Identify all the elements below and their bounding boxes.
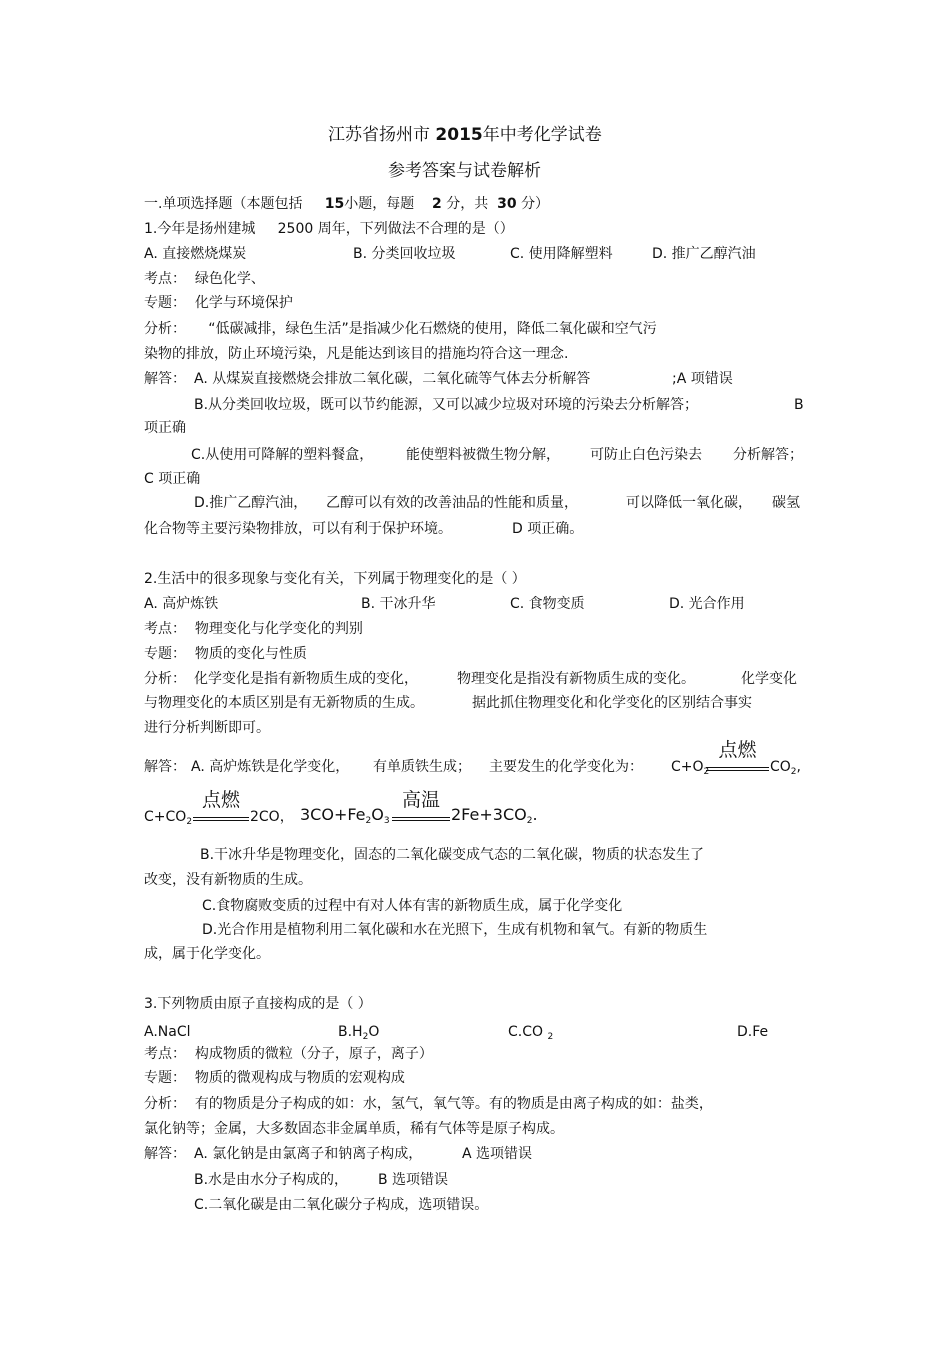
equation-2: $C+CO_2$ xyxy=(144,809,193,827)
q1-option-b: B. 分类回收垃圾 xyxy=(353,246,456,262)
q2-jieda-b-cont: 改变，没有新物质的生成。 xyxy=(144,872,312,888)
equation-1-condition: 点燃 xyxy=(718,739,757,761)
q3-kaodian: 考点： 构成物质的微粒（分子，原子，离子） xyxy=(144,1046,433,1062)
q3-stem: 3.下列物质由原子直接构成的是（ ） xyxy=(144,996,372,1012)
equation-1-arrow xyxy=(706,739,769,777)
q2-option-b: B. 干冰升华 xyxy=(361,596,436,612)
document-page: 江苏省扬州市 2015年中考化学试卷 参考答案与试卷解析 一.单项选择题（本题包括 15小题，每题 2 分，共 30 分） 1.今年是扬州建城 2500 周年，下列做法不合理的是（） A. 直接燃烧煤炭 B. 分类回收垃圾 C. 使用降解塑料 D. 推广乙醇汽油 考点： 绿色化学、 专题： 化学与环境保护 分析： “低碳减排，绿色生活”是指减少化石燃烧的使用，降低二氧化碳和空气污 染物的排放，防止环境污染，凡是能达到该目的措施均符合这一理念. 解答： A. 从煤炭直接燃烧会排放二氧化碳，二氧化硫等气体去分析解答 ;A 项错误 B.从分类回收垃圾，既可以节约能源，又可以减少垃圾对环境的污染去分析解答； B 项正确 C.从使用可降解的塑料餐盒， 能使塑料被微生物分解， 可防止白色污染去 分析解答； C 项正确 D.推广乙醇汽油， 乙醇可以有效的改善油品的性能和质量， 可以降低一氧化碳， 碳氢 化合物等主要污染物排放，可以有利于保护环境。 D 项正确。 2.生活中的很多现象与变化有关，下列属于物理变化的是（ ） A. 高炉炼铁 B. 干冰升华 C. 食物变质 D. 光合作用 考点： 物理变化与化学变化的判别 专题： 物质的变化与性质 分析： 化学变化是指有新物质生成的变化， 物理变化是指没有新物质生成的变化。 化学变化 与物理变化的本质区别是有无新物质的生成。 据此抓住物理变化和化学变化的区别结合事实 进行分析判断即可。 解答： A. 高炉炼铁是化学变化， 有单质铁生成； 主要发生的化学变化为： $C+O_2$ 点燃 $CO_2$, $C+CO_2$ 点燃 2CO， $3CO+Fe_2O_3$ 高温 $2Fe+3CO_2$. B.干冰升华是物理变化，固态的二氧化碳变成气态的二氧化碳，物质的状态发生了 改变，没有新物质的生成。 C.食物腐败变质的过程中有对人体有害的新物质生成，属于化学变化 D.光合作用是植物利用二氧化碳和水在光照下，生成有机物和氧气。有新的物质生 成，属于化学变化。 3.下列物质由原子直接构成的是（ ） A.NaCl $B.H_2O$ C.CO $_2$ D.Fe 考点： 构成物质的微粒（分子，原子，离子） 专题： 物质的微观构成与物质的宏观构成 分析： 有的物质是分子构成的如：水，氢气，氧气等。有的物质是由离子构成的如：盐类， 氯化钠等；金属，大多数固态非金属单质，稀有气体等是原子构成。 解答： A. 氯化钠是由氯离子和钠离子构成， A 选项错误 B.水是由水分子构成的， B 选项错误 C.二氧化碳是由二氧化碳分子构成，选项错误。 xyxy=(144,125,804,1213)
title-year: 2015 xyxy=(435,125,483,145)
q1-kaodian: 考点： 绿色化学、 xyxy=(144,271,265,287)
q1-zhuanti: 专题： 化学与环境保护 xyxy=(144,295,293,311)
q2-jieda-b: B.干冰升华是物理变化，固态的二氧化碳变成气态的二氧化碳，物质的状态发生了 xyxy=(200,847,705,863)
page-title xyxy=(328,126,602,144)
page-subtitle: 参考答案与试卷解析 xyxy=(388,161,541,181)
q2-option-d: D. 光合作用 xyxy=(669,596,745,612)
q1-option-d: D. 推广乙醇汽油 xyxy=(652,246,756,262)
equation-3: $3CO+Fe_2O_3$ xyxy=(300,805,390,826)
q2-stem: 2.生活中的很多现象与变化有关，下列属于物理变化的是（ ） xyxy=(144,571,526,587)
section-heading: 一.单项选择题（本题包括 15小题，每题 2 分，共 30 分） xyxy=(144,196,550,212)
q3-jieda-c: C.二氧化碳是由二氧化碳分子构成，选项错误。 xyxy=(194,1197,489,1213)
q3-zhuanti: 专题： 物质的微观构成与物质的宏观构成 xyxy=(144,1070,405,1086)
title-prefix: 江苏省扬州市 xyxy=(328,125,430,145)
q3-fenxi-cont: 氯化钠等；金属，大多数固态非金属单质，稀有气体等是原子构成。 xyxy=(144,1121,564,1137)
equation-2-arrow xyxy=(193,789,249,827)
q3-fenxi: 分析： 有的物质是分子构成的如：水，氢气，氧气等。有的物质是由离子构成的如：盐类， xyxy=(144,1096,713,1112)
equation-3-product: $2Fe+3CO_2$. xyxy=(451,805,538,826)
q3-option-c: C.CO $_2$ xyxy=(508,1024,554,1042)
q1-fenxi: 分析： “低碳减排，绿色生活”是指减少化石燃烧的使用，降低二氧化碳和空气污 xyxy=(144,321,657,337)
equation-2-condition: 点燃 xyxy=(201,789,240,811)
equation-1: $C+O_2$ xyxy=(671,759,710,777)
q2-zhuanti: 专题： 物质的变化与性质 xyxy=(144,646,307,662)
q2-option-c: C. 食物变质 xyxy=(510,596,585,612)
q2-fenxi-end: 进行分析判断即可。 xyxy=(144,720,270,736)
q1-jieda-c-cont: C 项正确 xyxy=(144,471,201,487)
q1-stem: 1.今年是扬州建城 2500 周年，下列做法不合理的是（） xyxy=(144,221,514,237)
q1-option-c: C. 使用降解塑料 xyxy=(510,246,613,262)
q1-option-a: A. 直接燃烧煤炭 xyxy=(144,246,247,262)
equation-1-product: $CO_2$, xyxy=(770,759,801,777)
q3-option-a: A.NaCl xyxy=(144,1024,191,1040)
q2-option-a: A. 高炉炼铁 xyxy=(144,596,219,612)
q3-option-d: D.Fe xyxy=(737,1024,769,1040)
equation-3-condition: 高温 xyxy=(401,789,440,811)
q2-kaodian: 考点： 物理变化与化学变化的判别 xyxy=(144,621,363,637)
q2-jieda-d: D.光合作用是植物利用二氧化碳和水在光照下，生成有机物和氧气。有新的物质生 xyxy=(202,922,708,938)
q1-jieda-b-cont: 项正确 xyxy=(144,420,186,436)
q1-fenxi-cont: 染物的排放，防止环境污染，凡是能达到该目的措施均符合这一理念. xyxy=(144,346,569,362)
q3-option-b: $B.H_2O$ xyxy=(338,1024,380,1042)
q2-jieda-c: C.食物腐败变质的过程中有对人体有害的新物质生成，属于化学变化 xyxy=(202,898,623,914)
q2-jieda-d-cont: 成，属于化学变化。 xyxy=(144,946,270,962)
equation-3-arrow xyxy=(392,789,450,827)
equation-2-product: 2CO， xyxy=(250,809,294,825)
title-suffix: 年中考化学试卷 xyxy=(482,125,602,145)
